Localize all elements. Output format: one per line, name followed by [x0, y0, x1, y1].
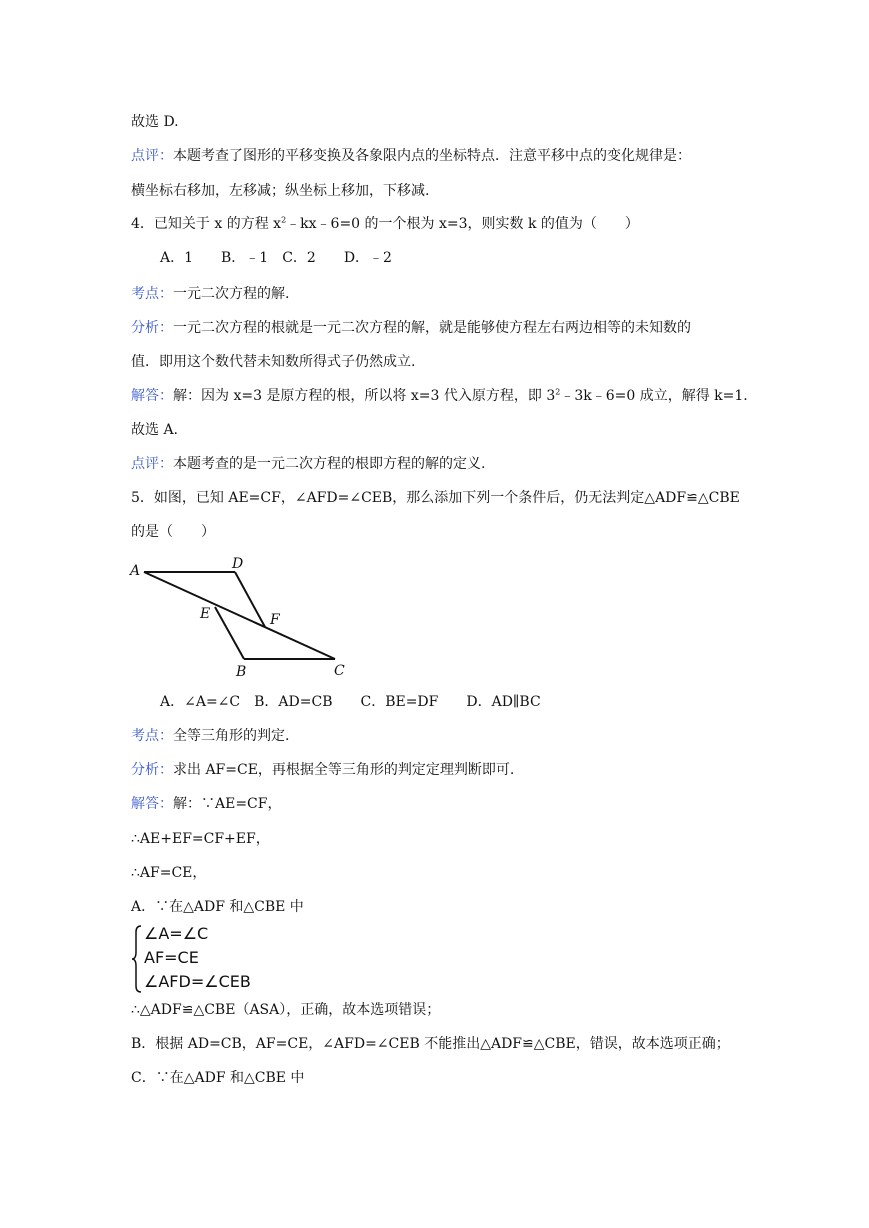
geometry-figure	[128, 552, 358, 686]
q5-option-a-head: A．∵在△ADF 和△CBE 中	[131, 899, 304, 915]
label-B: B	[236, 664, 247, 680]
segment-AC	[144, 572, 335, 659]
condition-brace	[131, 924, 251, 994]
label-F: F	[270, 612, 280, 628]
q4-analysis-2: 值．即用这个数代替未知数所得式子仍然成立.	[131, 354, 416, 370]
q4-analysis: 分析：一元二次方程的根就是一元二次方程的解，就是能够使方程左右两边相等的未知数的	[131, 320, 691, 336]
q5-knowledge-point: 考点：全等三角形的判定.	[131, 728, 290, 744]
label-C: C	[334, 663, 345, 679]
question-4: 4．已知关于 x 的方程 $x^2﹣kx﹣6=0$ 的一个根为 x=3，则实数 k 的值为（ ）	[131, 215, 639, 232]
q5-step-1: ∴AE+EF=CF+EF，	[131, 831, 270, 847]
label-E: E	[200, 606, 211, 622]
q4-solution: 解答：解：因为 x=3 是原方程的根，所以将 x=3 代入原方程，即 $3^2﹣3k﹣6=0$ 成立，解得 k=1.	[131, 387, 748, 404]
q5-option-a-result: ∴△ADF≌△CBE（ASA），正确，故本选项错误；	[131, 1002, 441, 1018]
label-D: D	[232, 556, 244, 572]
comment-tag: 点评：	[131, 148, 173, 164]
comment-line: 点评：本题考查了图形的平移变换及各象限内点的坐标特点．注意平移中点的变化规律是：	[131, 148, 691, 164]
condition-3: ∠AFD=∠CEB	[144, 972, 251, 991]
choice-line: 故选 D.	[131, 114, 179, 130]
q5-step-2: ∴AF=CE，	[131, 865, 207, 881]
q5-solution: 解答：解：∵AE=CF，	[131, 796, 282, 812]
condition-2: AF=CE	[144, 948, 199, 967]
triangles-diagram	[128, 552, 358, 682]
label-A: A	[130, 563, 141, 579]
q4-knowledge-point: 考点：一元二次方程的解.	[131, 286, 290, 302]
q5-analysis: 分析：求出 AF=CE，再根据全等三角形的判定定理判断即可.	[131, 762, 515, 778]
q4-comment: 点评：本题考查的是一元二次方程的根即方程的解的定义.	[131, 456, 486, 472]
segment-DF	[235, 572, 265, 627]
comment-line-2: 横坐标右移加，左移减；纵坐标上移加，下移减.	[131, 183, 430, 199]
q4-options: A．1 B．﹣1 C．2 D．﹣2	[160, 250, 392, 266]
q5-option-c-head: C．∵在△ADF 和△CBE 中	[131, 1070, 305, 1086]
question-5: 5．如图，已知 AE=CF，∠AFD=∠CEB，那么添加下列一个条件后，仍无法判定△ADF≌△CBE	[131, 490, 740, 506]
q5-option-b: B．根据 AD=CB，AF=CE，∠AFD=∠CEB 不能推出△ADF≌△CBE，错误，故本选项正确；	[131, 1036, 730, 1052]
left-brace-icon	[131, 924, 143, 994]
q5-options: A．∠A=∠C B．AD=CB C．BE=DF D．AD∥BC	[160, 694, 541, 710]
question-5-2: 的是（ ）	[131, 524, 215, 540]
q4-choice: 故选 A.	[131, 422, 179, 438]
condition-1: ∠A=∠C	[144, 924, 209, 943]
